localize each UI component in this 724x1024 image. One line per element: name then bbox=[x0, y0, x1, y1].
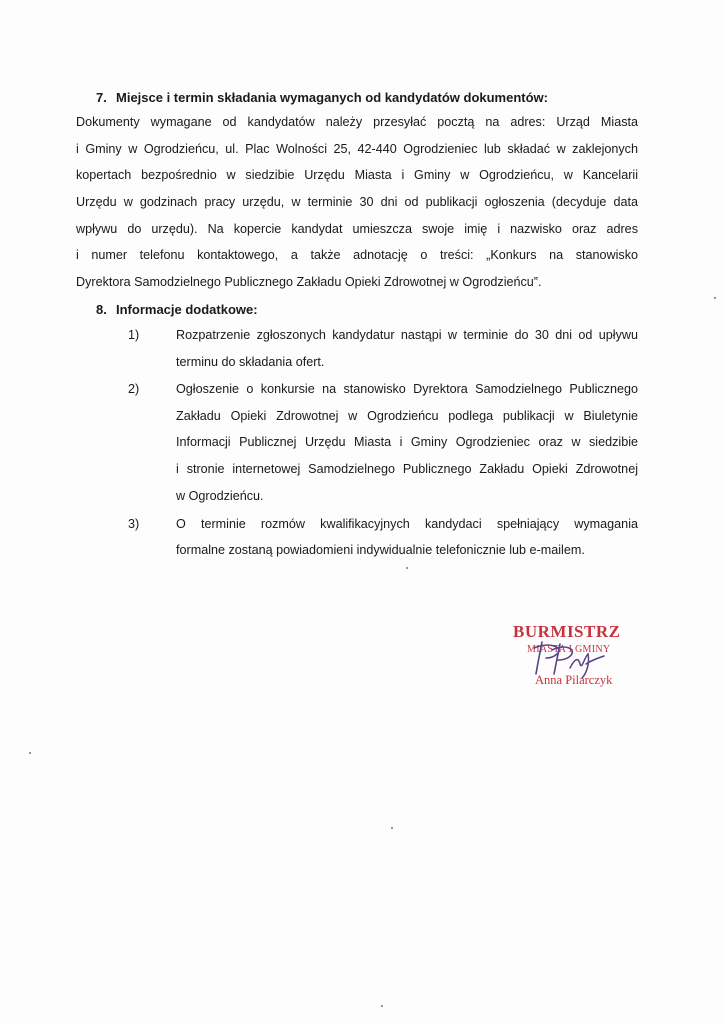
list-item-number: 2) bbox=[128, 382, 140, 396]
list-item-number: 1) bbox=[128, 328, 140, 342]
list-item-line: O terminie rozmów kwalifikacyjnych kandydaci spełniający wymagania bbox=[176, 517, 638, 531]
scan-speck bbox=[406, 567, 408, 569]
list-item-line: formalne zostaną powiadomieni indywidualnie telefonicznie lub e-mailem. bbox=[176, 543, 585, 557]
list-item-line: terminu do składania ofert. bbox=[176, 355, 325, 369]
section-7-line: Urzędu w godzinach pracy urzędu, w terminie 30 dni od publikacji ogłoszenia (decyduje data bbox=[76, 195, 638, 209]
list-item-line: Zakładu Opieki Zdrowotnej w Ogrodzieńcu podlega publikacji w Biuletynie bbox=[176, 409, 638, 423]
section-7-heading bbox=[96, 89, 548, 107]
section-7-line: Dyrektora Samodzielnego Publicznego Zakładu Opieki Zdrowotnej w Ogrodzieńcu”. bbox=[76, 275, 542, 289]
section-7-line: kopertach bezpośrednio w siedzibie Urzędu Miasta i Gminy w Ogrodzieńcu, w Kancelarii bbox=[76, 168, 638, 182]
list-item-number: 3) bbox=[128, 517, 140, 531]
stamp-title: BURMISTRZ bbox=[513, 622, 621, 641]
scan-speck bbox=[714, 297, 716, 299]
list-item-line: i stronie internetowej Samodzielnego Publicznego Zakładu Opieki Zdrowotnej bbox=[176, 462, 638, 476]
section-7-number: 7. bbox=[96, 90, 107, 105]
section-7-line: i Gminy w Ogrodzieńcu, ul. Plac Wolności 25, 42-440 Ogrodzieniec lub składać w zaklejonych bbox=[76, 142, 638, 156]
list-item-line: Informacji Publicznej Urzędu Miasta i Gminy Ogrodzieniec oraz w siedzibie bbox=[176, 435, 638, 449]
stamp-subtitle: MIASTA I GMINY bbox=[527, 644, 611, 655]
section-7-line: wpływu do urzędu). Na kopercie kandydat umieszcza swoje imię i nazwisko oraz adres bbox=[76, 222, 638, 236]
section-8-title: Informacje dodatkowe: bbox=[116, 302, 258, 317]
section-8-number: 8. bbox=[96, 302, 107, 317]
section-7-line: Dokumenty wymagane od kandydatów należy przesyłać pocztą na adres: Urząd Miasta bbox=[76, 115, 638, 129]
section-7-line: i numer telefonu kontaktowego, a także adnotację o treści: „Konkurs na stanowisko bbox=[76, 248, 638, 262]
scan-speck bbox=[29, 752, 31, 754]
scan-speck bbox=[391, 827, 393, 829]
list-item-line: Ogłoszenie o konkursie na stanowisko Dyrektora Samodzielnego Publicznego bbox=[176, 382, 638, 396]
list-item-line: w Ogrodzieńcu. bbox=[176, 489, 264, 503]
stamp-name: Anna Pilarczyk bbox=[535, 673, 613, 687]
scan-speck bbox=[381, 1005, 383, 1007]
list-item-line: Rozpatrzenie zgłoszonych kandydatur nastąpi w terminie do 30 dni od upływu bbox=[176, 328, 638, 342]
section-7-title: Miejsce i termin składania wymaganych od kandydatów dokumentów: bbox=[116, 90, 548, 105]
handwritten-signature bbox=[527, 634, 611, 682]
section-8-heading bbox=[96, 301, 258, 319]
